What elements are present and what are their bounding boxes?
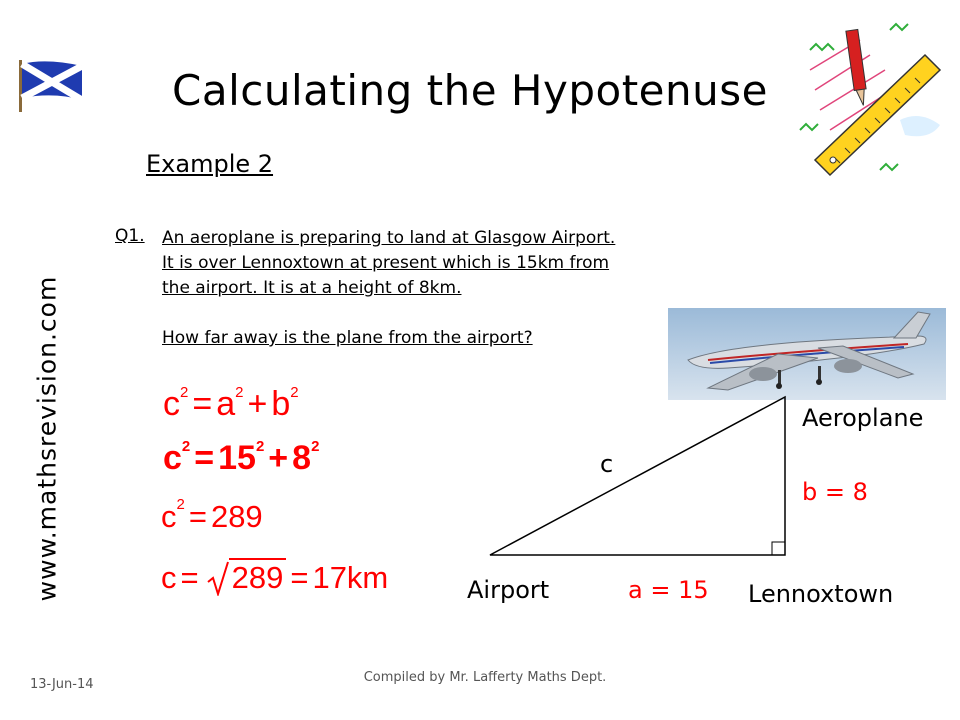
eq-result: 17km [312,560,389,595]
triangle-shape [490,397,785,555]
equation-substituted [163,438,319,478]
radical-sign-icon [207,560,229,596]
eq-term: c [163,439,182,477]
equation-result [161,558,388,596]
footer-credit: Compiled by Mr. Lafferty Maths Dept. [363,670,607,685]
eq-term: 15 [218,439,256,477]
eq-operator: + [247,385,268,423]
eq-operator: = [180,560,199,595]
eq-term: b [271,385,291,423]
eq-operator: + [268,439,289,477]
side-label-b: b = 8 [802,478,868,506]
eq-exponent: 2 [181,438,191,455]
question-line: It is over Lennoxtown at present which is 15km from [162,253,610,273]
eq-term: 289 [229,558,287,596]
scottish-flag-icon [16,60,86,112]
square-root [203,558,287,596]
eq-operator: = [188,499,207,534]
eq-term: c [161,560,177,595]
vertex-label-lennoxtown: Lennoxtown [748,580,894,608]
page-title: Calculating the Hypotenuse [172,66,768,115]
question-label: Q1. [115,226,145,246]
eq-term: c [161,499,177,534]
eq-operator: = [290,560,309,595]
eq-exponent: 2 [235,384,244,401]
equation-sum [161,496,263,535]
example-heading: Example 2 [146,150,274,178]
eq-exponent: 2 [180,384,189,401]
eq-exponent: 2 [176,496,185,513]
eq-term: c [163,385,180,423]
eq-exponent: 2 [290,384,299,401]
vertex-label-aeroplane: Aeroplane [802,404,924,432]
side-label-c: c [600,450,614,478]
footer-date: 13-Jun-14 [30,677,94,692]
question-line: How far away is the plane from the airport? [162,328,533,348]
eq-operator: = [192,385,213,423]
side-label-a: a = 15 [628,576,709,604]
right-angle-marker [772,542,785,555]
eq-exponent: 2 [311,438,320,455]
question-line: An aeroplane is preparing to land at Glasgow Airport. [162,228,616,248]
right-triangle-diagram [480,395,820,570]
eq-term: a [216,385,236,423]
equation-pythagoras [163,384,299,424]
vertex-label-airport: Airport [467,576,550,604]
website-url: www.mathsrevision.com [32,275,62,602]
aeroplane-photo [668,308,946,400]
ruler-pencil-icon [790,10,950,190]
eq-term: 289 [210,499,263,534]
eq-term: 8 [292,439,312,477]
eq-operator: = [194,439,215,477]
eq-exponent: 2 [255,438,265,455]
question-line: the airport. It is at a height of 8km. [162,278,462,298]
